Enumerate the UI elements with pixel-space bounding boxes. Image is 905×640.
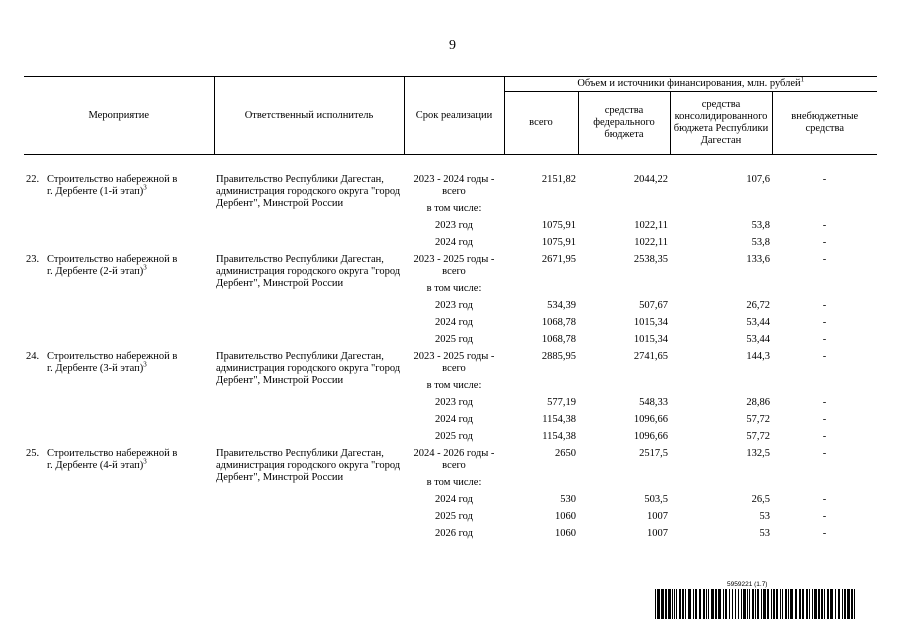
consolidated-cell xyxy=(670,378,772,395)
consolidated-cell: 53 xyxy=(759,511,770,522)
header-financing-group-label: Объем и источники финансирования, млн. рублей xyxy=(577,78,801,89)
total-cell: 577,19 xyxy=(547,397,576,408)
federal-cell: 1022,11 xyxy=(634,220,668,231)
extrabudgetary-cell: - xyxy=(822,528,827,539)
page-number: 9 xyxy=(449,38,456,53)
extrabudgetary-cell: - xyxy=(822,317,827,328)
consolidated-cell: 132,5 xyxy=(746,448,770,459)
consolidated-cell: 144,3 xyxy=(746,351,770,362)
executor-cell: Правительство Республики Дагестан, администрация городского округа "город Дербент", Минстрой России xyxy=(216,351,401,386)
total-cell: 1154,38 xyxy=(542,431,576,442)
barcode-bar xyxy=(809,589,810,619)
barcode-bar xyxy=(711,589,714,619)
measure-name-wrap xyxy=(47,174,183,198)
barcode-bar xyxy=(732,589,733,619)
barcode-bar xyxy=(668,589,671,619)
total-cell: 1075,91 xyxy=(541,237,576,248)
term-cell: 2026 год xyxy=(435,528,473,539)
total-cell: 1060 xyxy=(555,528,576,539)
barcode-icon xyxy=(655,589,860,619)
barcode-bar xyxy=(688,589,691,619)
measure-cell xyxy=(24,252,214,349)
measure-number: 22. xyxy=(26,174,40,185)
executor-cell: Правительство Республики Дагестан, администрация городского округа "город Дербент", Минстрой России xyxy=(216,254,401,289)
barcode-bar xyxy=(838,589,840,619)
federal-cell xyxy=(578,201,670,218)
barcode-bar xyxy=(735,589,736,619)
federal-cell: 1007 xyxy=(647,528,668,539)
term-cell: 2024 год xyxy=(435,414,473,425)
barcode-bar xyxy=(672,589,673,619)
barcode-bar xyxy=(715,589,717,619)
barcode-bar xyxy=(699,589,701,619)
financing-table xyxy=(24,76,877,543)
consolidated-cell: 53 xyxy=(759,528,770,539)
footnote-mark: 1 xyxy=(800,75,805,84)
term-cell: 2025 год xyxy=(435,431,473,442)
term-cell: 2024 год xyxy=(435,494,473,505)
federal-cell xyxy=(578,281,670,298)
federal-cell: 2517,5 xyxy=(639,448,668,459)
total-cell: 534,39 xyxy=(547,300,576,311)
executor-cell: Правительство Республики Дагестан, администрация городского округа "город Дербент", Минстрой России xyxy=(216,174,401,209)
footnote-mark: 3 xyxy=(143,183,147,192)
barcode-bar xyxy=(799,589,801,619)
footnote-mark: 3 xyxy=(143,263,147,272)
barcode-bar xyxy=(771,589,772,619)
extrabudgetary-cell: - xyxy=(822,254,827,265)
federal-cell: 2044,22 xyxy=(633,174,668,185)
consolidated-cell: 53,44 xyxy=(746,317,770,328)
barcode-bar xyxy=(806,589,808,619)
table-body xyxy=(24,172,877,543)
barcode-bar xyxy=(706,589,707,619)
barcode-bar xyxy=(723,589,724,619)
consolidated-cell: 53,8 xyxy=(751,220,770,231)
barcode-bar xyxy=(741,589,742,619)
consolidated-cell: 26,5 xyxy=(751,494,770,505)
header-federal: средства федерального бюджета xyxy=(578,92,670,155)
barcode-bar xyxy=(773,589,775,619)
barcode-bar xyxy=(830,589,833,619)
federal-cell xyxy=(578,378,670,395)
barcode-bar xyxy=(795,589,797,619)
consolidated-cell xyxy=(670,281,772,298)
barcode-bar xyxy=(695,589,697,619)
barcode-bar xyxy=(679,589,681,619)
barcode-bar xyxy=(802,589,804,619)
measure-cell xyxy=(24,172,214,252)
barcode-bar xyxy=(661,589,664,619)
barcode-bar xyxy=(821,589,823,619)
term-cell: 2024 - 2026 годы - всего xyxy=(413,448,495,471)
barcode-bar xyxy=(674,589,675,619)
measure-number: 24. xyxy=(26,351,40,362)
term-cell: в том числе: xyxy=(426,283,482,294)
barcode-bar xyxy=(785,589,787,619)
footnote-mark: 3 xyxy=(143,457,147,466)
term-cell: в том числе: xyxy=(426,477,482,488)
table-row xyxy=(24,172,877,201)
barcode-bar xyxy=(780,589,781,619)
barcode-bar xyxy=(842,589,843,619)
measure-cell xyxy=(24,349,214,446)
consolidated-cell xyxy=(670,201,772,218)
term-cell: 2023 год xyxy=(435,300,473,311)
barcode-bar xyxy=(693,589,694,619)
extrabudgetary-cell: - xyxy=(822,397,827,408)
term-cell: в том числе: xyxy=(426,203,482,214)
consolidated-cell: 107,6 xyxy=(746,174,770,185)
barcode-bar xyxy=(835,589,836,619)
term-cell: 2023 - 2025 годы - всего xyxy=(413,254,495,277)
barcode-bar xyxy=(743,589,746,619)
consolidated-cell: 57,72 xyxy=(746,431,770,442)
extrabudgetary-cell: - xyxy=(822,494,827,505)
measure-name-wrap xyxy=(47,448,183,472)
term-cell: 2024 год xyxy=(435,317,473,328)
term-cell: 2023 год xyxy=(435,220,473,231)
extrabudgetary-cell: - xyxy=(822,448,827,459)
barcode-bar xyxy=(657,589,660,619)
measure-name-wrap xyxy=(47,254,183,278)
total-cell: 1075,91 xyxy=(541,220,576,231)
extrabudgetary-cell: - xyxy=(822,351,827,362)
extrabudgetary-cell: - xyxy=(822,174,827,185)
header-consolidated: средства консолидированного бюджета Республики Дагестан xyxy=(670,92,772,155)
federal-cell: 507,67 xyxy=(639,300,668,311)
federal-cell: 1022,11 xyxy=(634,237,668,248)
barcode-block xyxy=(655,581,860,619)
barcode-bar xyxy=(782,589,783,619)
consolidated-cell: 53,8 xyxy=(751,237,770,248)
federal-cell xyxy=(578,475,670,492)
measure-name: Строительство набережной в г. Дербенте (3-й этап) xyxy=(47,351,178,374)
table-row xyxy=(24,446,877,475)
header-financing-group xyxy=(504,77,877,92)
extrabudgetary-cell: - xyxy=(822,300,827,311)
barcode-bar xyxy=(851,589,853,619)
federal-cell: 548,33 xyxy=(639,397,668,408)
consolidated-cell: 57,72 xyxy=(746,414,770,425)
federal-cell: 1096,66 xyxy=(633,431,668,442)
federal-cell: 1015,34 xyxy=(633,317,668,328)
consolidated-cell: 53,44 xyxy=(746,334,770,345)
barcode-bar xyxy=(844,589,846,619)
term-cell: 2024 год xyxy=(435,237,473,248)
total-cell: 1068,78 xyxy=(541,317,576,328)
consolidated-cell: 28,86 xyxy=(746,397,770,408)
barcode-bar xyxy=(790,589,793,619)
barcode-bar xyxy=(708,589,709,619)
consolidated-cell xyxy=(670,475,772,492)
extrabudgetary-cell: - xyxy=(822,334,827,345)
barcode-bar xyxy=(725,589,727,619)
total-cell: 1060 xyxy=(555,511,576,522)
footnote-mark: 3 xyxy=(143,360,147,369)
total-cell: 2151,82 xyxy=(541,174,576,185)
barcode-bar xyxy=(757,589,759,619)
total-cell xyxy=(504,378,578,395)
barcode-bar xyxy=(729,589,730,619)
measure-name: Строительство набережной в г. Дербенте (4-й этап) xyxy=(47,448,178,471)
barcode-bar xyxy=(755,589,756,619)
barcode-bar xyxy=(703,589,705,619)
total-cell: 2650 xyxy=(555,448,576,459)
barcode-bar xyxy=(763,589,766,619)
consolidated-cell: 133,6 xyxy=(746,254,770,265)
measure-number: 23. xyxy=(26,254,40,265)
term-cell: 2025 год xyxy=(435,334,473,345)
barcode-bar xyxy=(682,589,684,619)
barcode-bar xyxy=(776,589,778,619)
barcode-bar xyxy=(749,589,750,619)
federal-cell: 2538,35 xyxy=(633,254,668,265)
federal-cell: 2741,65 xyxy=(633,351,668,362)
barcode-bar xyxy=(827,589,829,619)
federal-cell: 503,5 xyxy=(644,494,668,505)
federal-cell: 1007 xyxy=(647,511,668,522)
extrabudgetary-cell: - xyxy=(822,414,827,425)
extrabudgetary-cell: - xyxy=(822,431,827,442)
term-cell: 2023 год xyxy=(435,397,473,408)
header-executor: Ответственный исполнитель xyxy=(214,77,404,155)
total-cell: 1154,38 xyxy=(542,414,576,425)
extrabudgetary-cell xyxy=(772,281,877,298)
measure-name-wrap xyxy=(47,351,183,375)
barcode-bar xyxy=(824,589,825,619)
header-term: Срок реализации xyxy=(404,77,504,155)
barcode-bar xyxy=(665,589,667,619)
federal-cell: 1096,66 xyxy=(633,414,668,425)
measure-cell xyxy=(24,446,214,543)
extrabudgetary-cell: - xyxy=(822,511,827,522)
extrabudgetary-cell xyxy=(772,475,877,492)
total-cell xyxy=(504,475,578,492)
extrabudgetary-cell xyxy=(772,201,877,218)
measure-number: 25. xyxy=(26,448,40,459)
consolidated-cell: 26,72 xyxy=(746,300,770,311)
total-cell: 2671,95 xyxy=(541,254,576,265)
header-extrabudgetary: внебюджетные средства xyxy=(772,92,877,155)
barcode-bar xyxy=(818,589,820,619)
header-total: всего xyxy=(504,92,578,155)
term-cell: 2023 - 2024 годы - всего xyxy=(413,174,495,197)
barcode-bar xyxy=(738,589,739,619)
total-cell: 530 xyxy=(560,494,576,505)
barcode-bar xyxy=(847,589,850,619)
barcode-bar xyxy=(718,589,721,619)
measure-name: Строительство набережной в г. Дербенте (2-й этап) xyxy=(47,254,178,277)
barcode-bar xyxy=(752,589,754,619)
extrabudgetary-cell: - xyxy=(822,220,827,231)
federal-cell: 1015,34 xyxy=(633,334,668,345)
header-measure: Мероприятие xyxy=(24,77,214,155)
term-cell: в том числе: xyxy=(426,380,482,391)
barcode-bar xyxy=(685,589,686,619)
barcode-bar xyxy=(676,589,677,619)
term-cell: 2023 - 2025 годы - всего xyxy=(413,351,495,374)
total-cell: 1068,78 xyxy=(541,334,576,345)
table-row xyxy=(24,349,877,378)
barcode-bar xyxy=(854,589,855,619)
extrabudgetary-cell: - xyxy=(822,237,827,248)
total-cell xyxy=(504,281,578,298)
extrabudgetary-cell xyxy=(772,378,877,395)
executor-cell: Правительство Республики Дагестан, администрация городского округа "город Дербент", Минстрой России xyxy=(216,448,401,483)
barcode-bar xyxy=(761,589,762,619)
barcode-id: 5959221 (1.7) xyxy=(727,581,768,588)
measure-name: Строительство набережной в г. Дербенте (1-й этап) xyxy=(47,174,178,197)
barcode-bar xyxy=(788,589,789,619)
barcode-bar xyxy=(747,589,748,619)
barcode-bar xyxy=(812,589,813,619)
term-cell: 2025 год xyxy=(435,511,473,522)
total-cell xyxy=(504,201,578,218)
barcode-bar xyxy=(655,589,656,619)
barcode-bar xyxy=(767,589,769,619)
table-row xyxy=(24,252,877,281)
total-cell: 2885,95 xyxy=(541,351,576,362)
barcode-bar xyxy=(814,589,817,619)
